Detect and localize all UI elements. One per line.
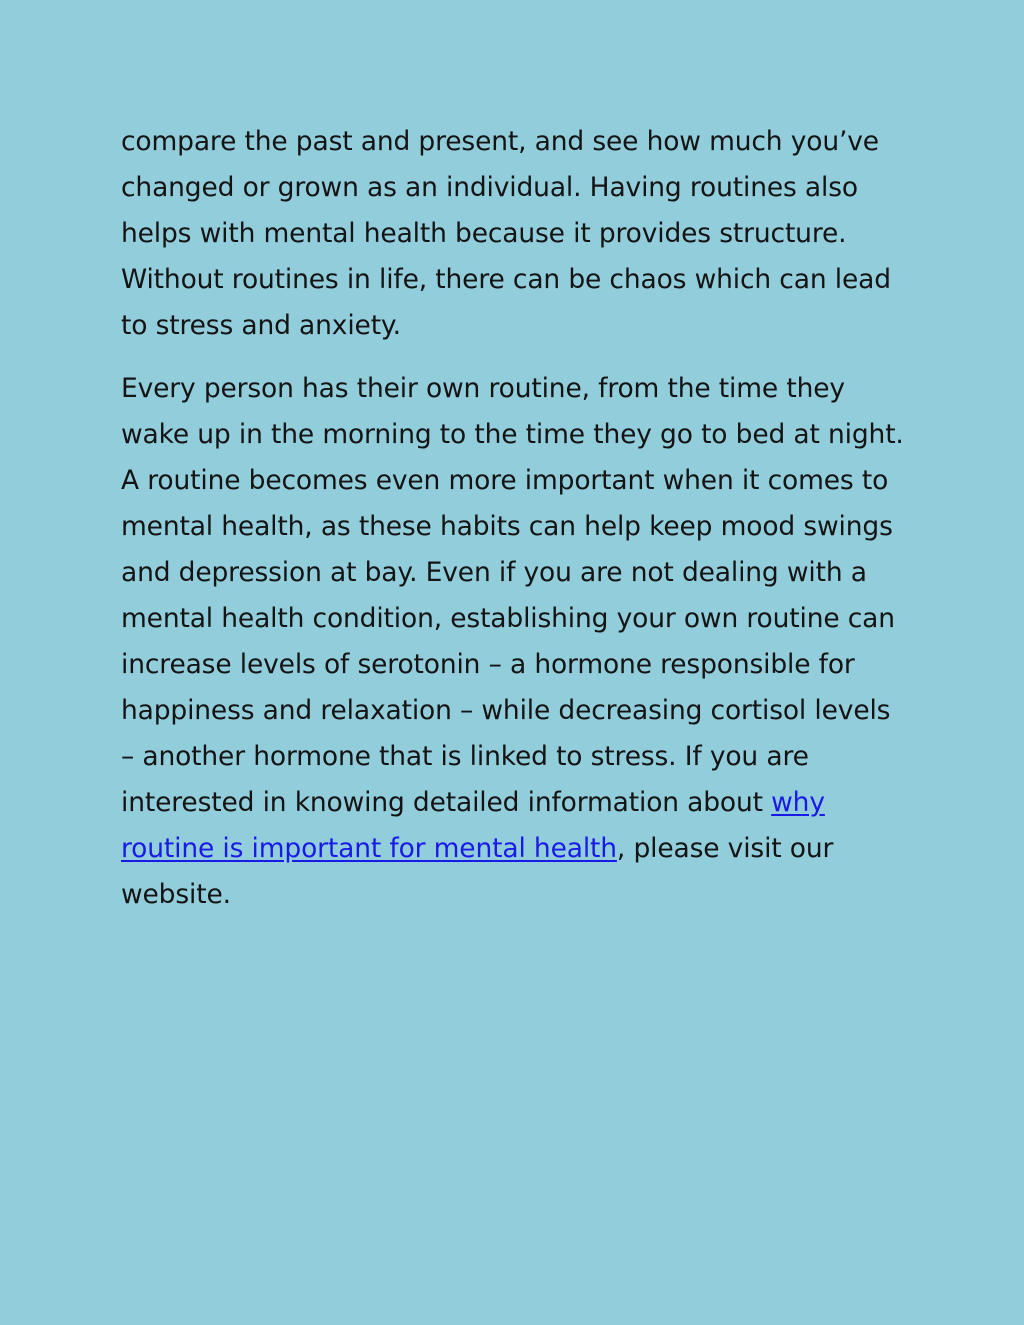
paragraph-2-text-after-link: , please visit our website. [121,833,834,910]
paragraph-2-text-before-link: Every person has their own routine, from the time they wake up in the morning to the time they go to bed at night. A routine becomes even more important when it comes to mental health, as these habits can help keep mood swings and depression at bay. Even if you are not dealing with a mental health condition, establishing your own routine can increase levels of serotonin – a hormone responsible for happiness and relaxation – while decreasing cortisol levels – another hormone that is linked to stress. If you are interested in knowing detailed information about [121,373,904,818]
document-body [121,119,911,918]
paragraph-2 [121,366,911,918]
routine-mental-health-link[interactable]: why routine is important for mental health [121,787,825,864]
paragraph-1: compare the past and present, and see how much you’ve changed or grown as an individual. Having routines also helps with mental health because it provides structure. Without routines in life, there can be chaos which can lead to stress and anxiety. [121,126,891,341]
